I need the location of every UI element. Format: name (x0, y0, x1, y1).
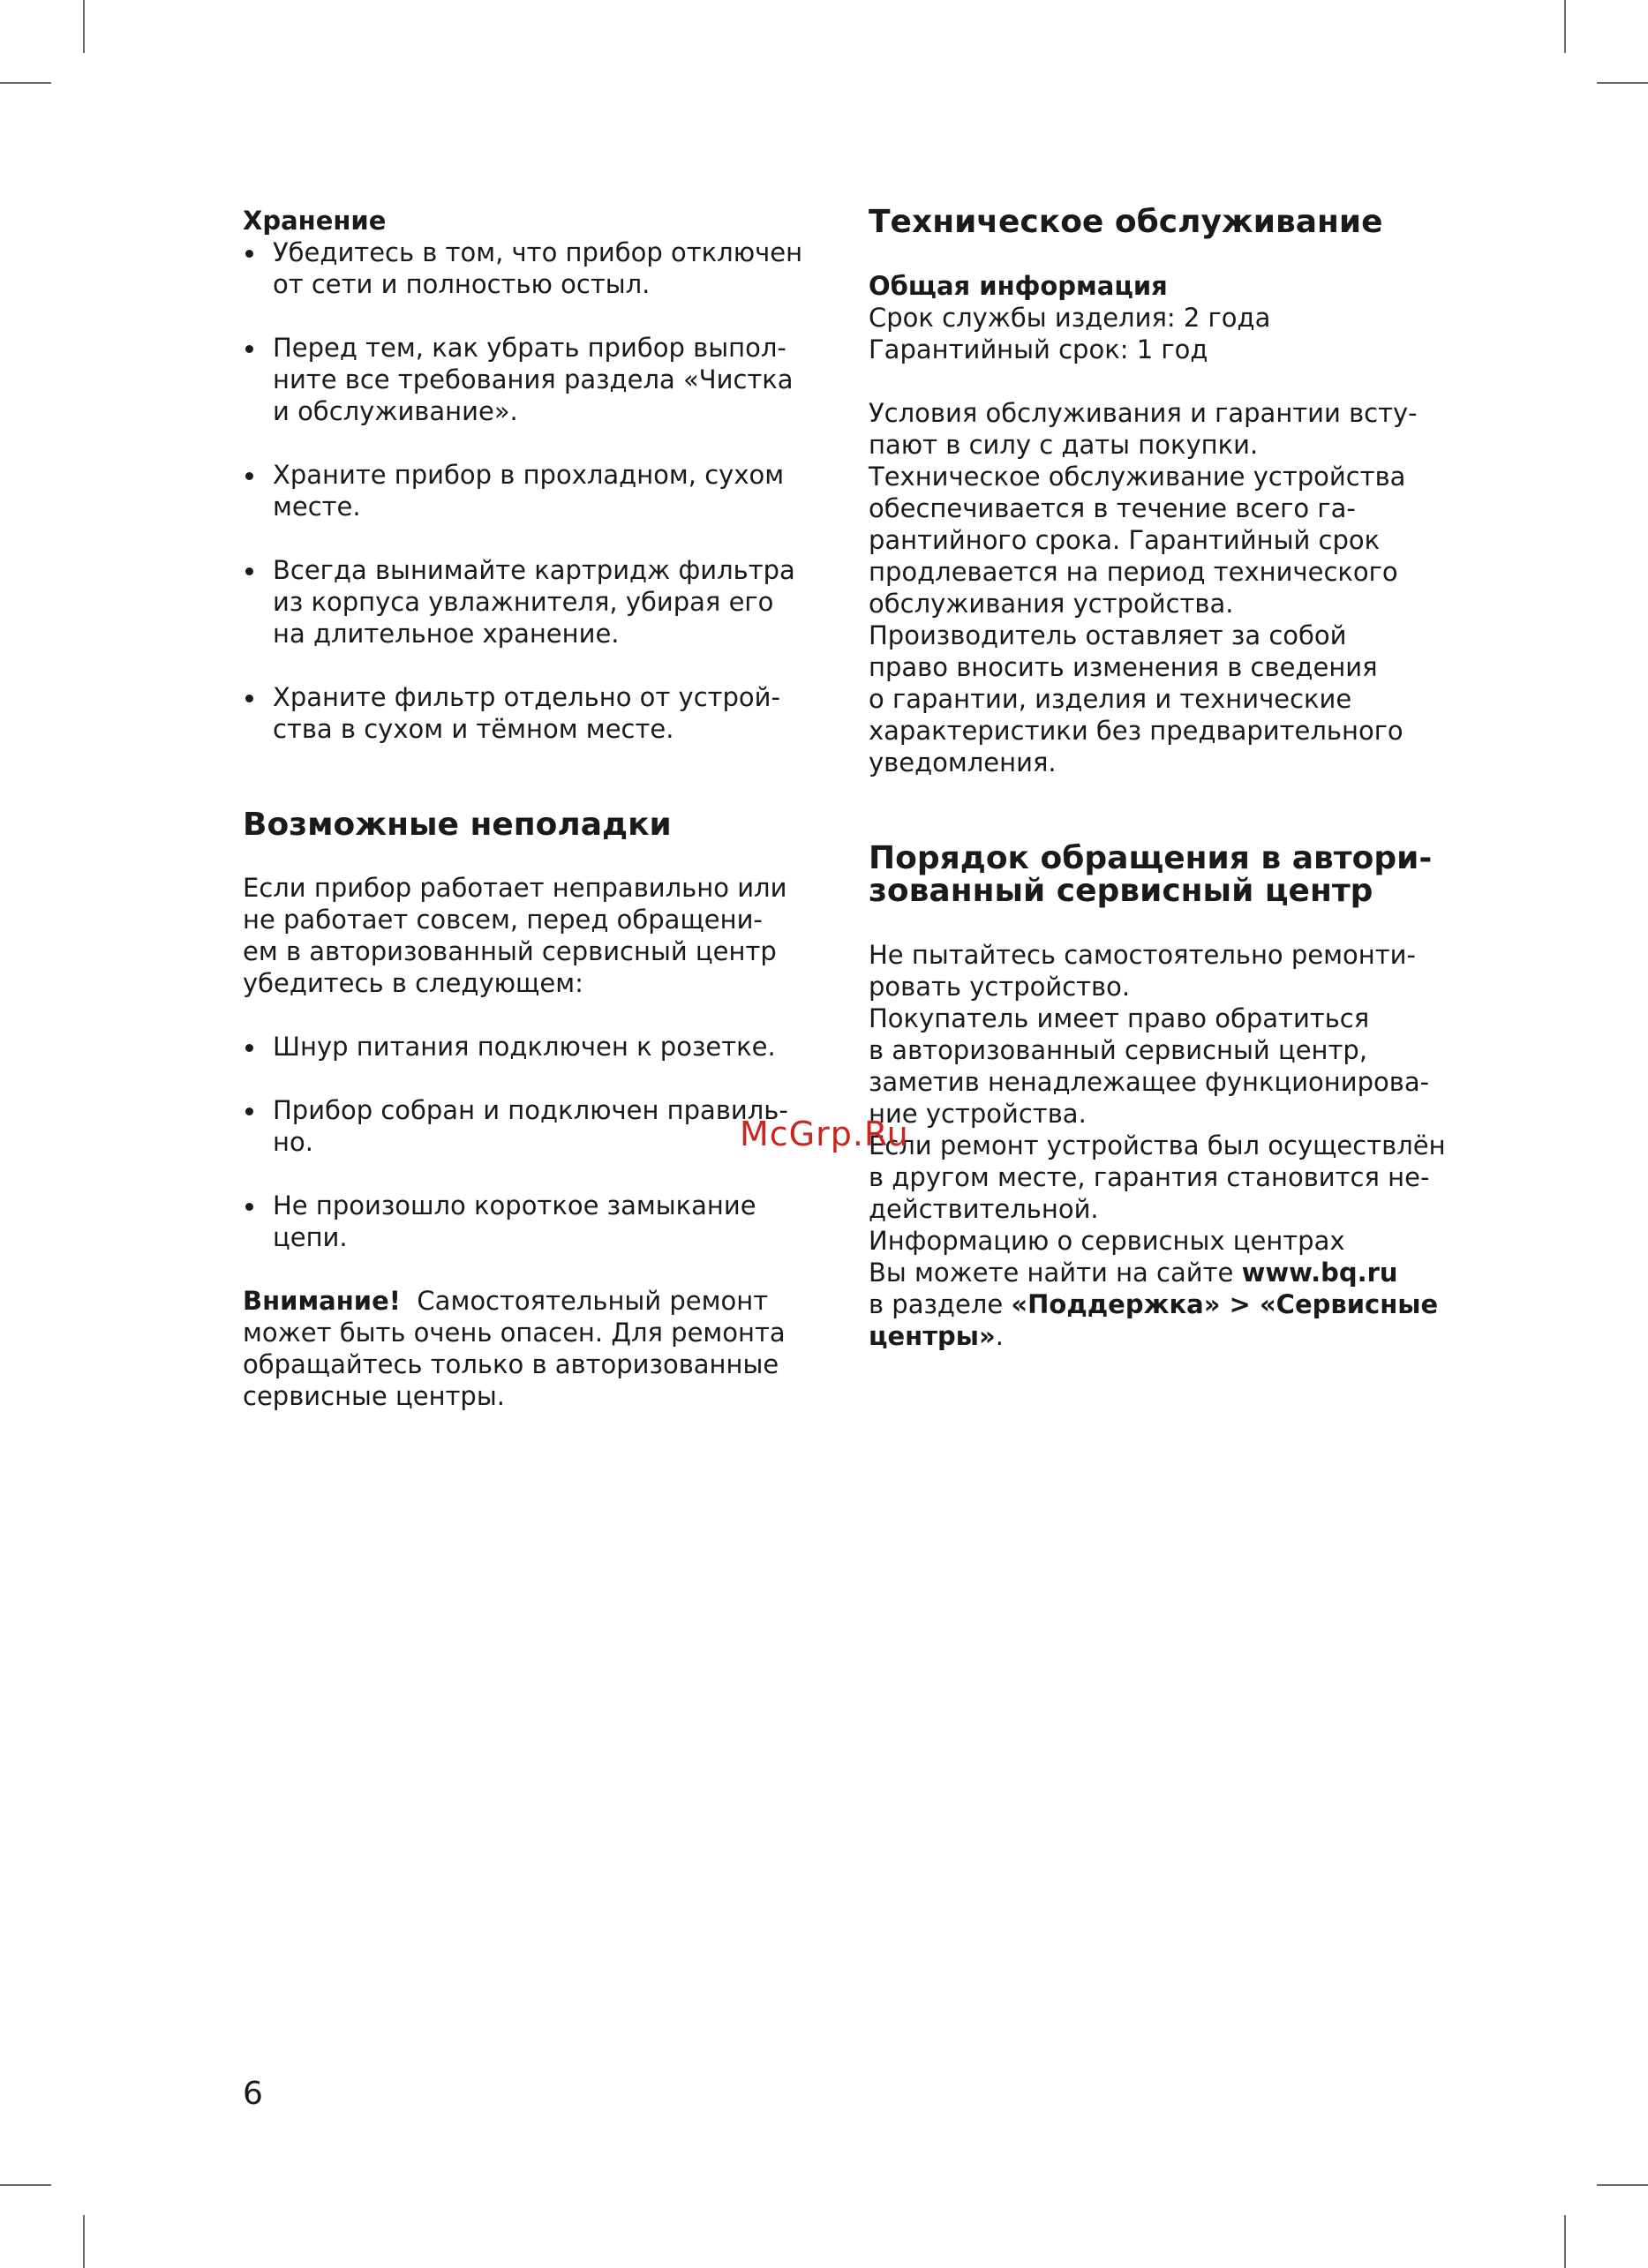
crop-mark (1564, 0, 1566, 53)
problems-heading: Возможные неполадки (243, 807, 672, 843)
list-item: Убедитесь в том, что прибор отключен от сети и полностью остыл. (243, 237, 816, 300)
problems-intro: Если прибор работает неправильно или не работает совсем, перед обращени- ем в авторизованный сервисный центр убедитесь в следующем: (243, 873, 787, 998)
maintenance-body: Условия обслуживания и гарантии всту- пают в силу с даты покупки. Техническое обслуживание устройства обеспечивается в течение всего га- рантийного срока. Гарантийный срок продлевается на период технического обслуживания устройства. Производитель оставляет за собой право вносить изменения в сведения о гарантии, изделия и технические характеристики без предварительного уведомления. (869, 398, 1418, 777)
list-item: Храните фильтр отдельно от устрой- ства в сухом и тёмном месте. (243, 681, 816, 745)
watermark: McGrp.Ru (740, 1115, 909, 1153)
warranty-period: Гарантийный срок: 1 год (869, 334, 1208, 364)
problems-list (243, 1031, 816, 1253)
list-item: Прибор собран и подключен правиль- но. (243, 1094, 816, 1158)
maintenance-heading: Техническое обслуживание (869, 204, 1383, 240)
list-item: Не произошло короткое замыкание цепи. (243, 1190, 816, 1253)
warning-label: Внимание! (243, 1286, 401, 1316)
list-item: Всегда вынимайте картридж фильтра из корпуса увлажнителя, убирая его на длительное хранение. (243, 554, 816, 650)
page-number: 6 (243, 2076, 263, 2112)
crop-mark (0, 2184, 51, 2186)
crop-mark (1597, 2184, 1648, 2186)
crop-mark (83, 2215, 85, 2268)
crop-mark (83, 0, 85, 53)
list-item: Храните прибор в прохладном, сухом месте. (243, 459, 816, 522)
warning-paragraph: Внимание! Самостоятельный ремонт может быть очень опасен. Для ремонта обращайтесь только в авторизованные сервисные центры. (243, 1286, 786, 1411)
list-item: Перед тем, как убрать прибор выпол- ните все требования раздела «Чистка и обслуживание». (243, 332, 816, 427)
support-section-path-end: центры» (869, 1321, 996, 1351)
storage-list (243, 237, 816, 745)
crop-mark (0, 82, 51, 84)
general-info-subheading: Общая информация (869, 271, 1168, 301)
website-link[interactable]: www.bq.ru (1241, 1258, 1398, 1288)
service-center-body: Не пытайтесь самостоятельно ремонти- ровать устройство. Покупатель имеет право обратиться в авторизованный сервисный центр, заметив ненадлежащее функционирова- ние устройства. Если ремонт устройства был осуществлён в другом месте, гарантия становится не- действительной. Информацию о сервисных центрах Вы можете найти на сайте www.bq.ru в разделе «Поддержка» > «Сервисные центры». (869, 940, 1446, 1351)
crop-mark (1564, 2215, 1566, 2268)
support-section-path: «Поддержка» > «Сервисные (1011, 1289, 1439, 1319)
left-column (243, 205, 816, 1412)
crop-mark (1597, 82, 1648, 84)
list-item: Шнур питания подключен к розетке. (243, 1031, 816, 1063)
service-life: Срок службы изделия: 2 года (869, 303, 1271, 333)
right-column (869, 206, 1469, 1352)
storage-heading: Хранение (243, 206, 387, 236)
service-center-heading: Порядок обращения в автори- зованный сервисный центр (869, 840, 1433, 909)
